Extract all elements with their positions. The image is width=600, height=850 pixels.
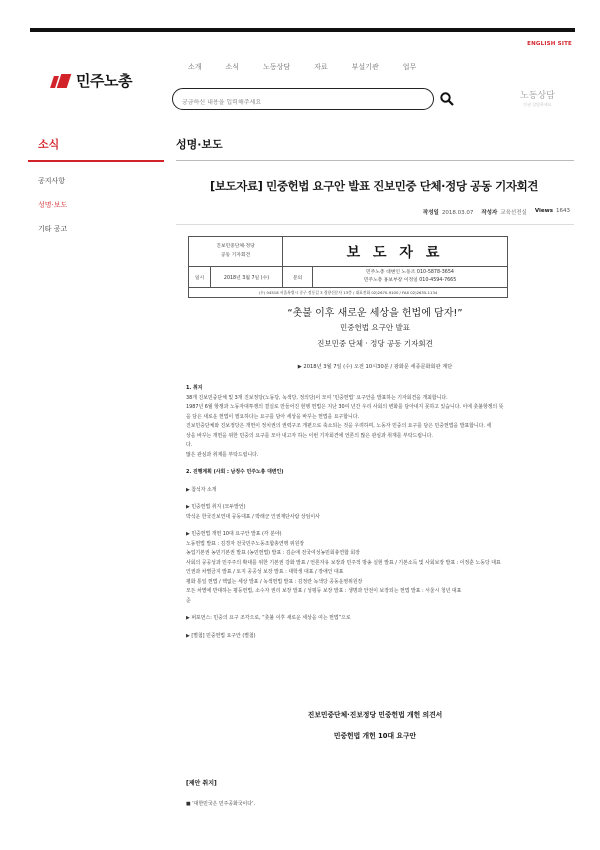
sidebar-title: 소식 <box>38 138 60 151</box>
nav-item-counsel[interactable]: 노동상담 <box>263 63 291 71</box>
section-heading: [제안 취지] <box>186 780 217 787</box>
body-line: 박석운 한국진보연대 공동대표 / 박래군 인권재단사람 상임이사 <box>186 513 320 520</box>
body-line: 인권과 차별금지 발표 / 토지 공공성 보장 발표 : 대학생 대표 / 장애인 대표 <box>186 569 344 575</box>
subtitle-2: 진보민중 단체 · 정당 공동 기자회견 <box>317 339 433 348</box>
logo[interactable] <box>52 70 132 91</box>
press-heading: 보 도 자 료 <box>346 244 444 261</box>
press-date-label: 일시 <box>189 267 211 287</box>
body-line: 평화 통일 헌법 / 핵없는 세상 발표 / 녹색헌법 발표 : 김정란 녹색당 공동운영위원장 <box>186 578 363 585</box>
counsel-title: 노동상담 <box>520 91 555 101</box>
sidebar-item-notices[interactable]: 공지사항 <box>38 177 66 185</box>
press-release-header-table <box>188 236 508 298</box>
search-box <box>172 88 434 110</box>
sidebar-item-statements[interactable]: 성명·보도 <box>38 201 68 209</box>
body-line: 농업기본권 농민기본권 발표 (농민헌법) 발표 : 김순애 전국여성농민회총연합 회장 <box>186 550 360 556</box>
logo-text: 민주노총 <box>76 72 132 90</box>
nav-item-work[interactable]: 업무 <box>402 63 417 71</box>
subtitle-1: 민중헌법 요구안 발표 <box>340 323 410 332</box>
meta-date: 작성일 2018.03.07 <box>422 210 474 216</box>
body-line: 노동헌법 발표 : 김경자 전국민주노동조합총연맹 위원장 <box>186 540 305 547</box>
body-line: ▶ 참석자 소개 <box>186 486 217 493</box>
body-line: 을 담은 새로운 헌법이 필요하다는 요구를 담아 세상을 바꾸는 헌법을 요구합니다. <box>186 413 360 420</box>
body-line: ▶ 퍼포먼스: 민중의 요구 조각으로, “촛불 이후 새로운 세상을 여는 헌법”으로 <box>186 615 351 621</box>
sidebar-divider <box>28 160 164 162</box>
press-contact-1: 민주노총 대변인 노동조 010-5878-3654 <box>366 269 454 275</box>
body-line: 다. <box>186 442 193 448</box>
document-heading-1: 진보민중단체·진보정당 민중헌법 개헌 의견서 <box>307 711 443 719</box>
body-line: 1987년 6월 항쟁과 노동자대투쟁의 결실로 만들어진 현행 헌법은 지난 30여 년간 우리 사회의 변화를 담아내지 못하고 있습니다. 이에 촛불항쟁의 뜻 <box>186 404 504 410</box>
body-line: 모든 차별에 반대하는 평등헌법, 소수자 권리 보장 발표 / 성평등 보장 발표 : 생명과 안전이 보장되는 헌법 발표 : 서울시 청년 대표 <box>186 588 462 594</box>
press-org-line1: 진보민중단체·정당 <box>216 244 255 250</box>
body-line: ▶ 민중헌법 개헌 10대 요구안 발표 (각 분야) <box>186 531 282 537</box>
nav-item-about[interactable]: 소개 <box>188 63 202 71</box>
english-site-link[interactable]: ENGLISH SITE <box>527 41 572 47</box>
body-line: 많은 관심과 취재를 부탁드립니다. <box>186 451 259 458</box>
counsel-subtitle: 인권 상담하세요 <box>523 102 552 107</box>
nav-item-archive[interactable]: 자료 <box>314 63 328 71</box>
post-body <box>186 384 566 641</box>
search-input[interactable] <box>182 99 422 106</box>
press-org-line2: 공동 기자회견 <box>220 252 251 258</box>
press-date-value: 2018년 3월 7일 (수) <box>211 267 283 287</box>
body-line: ▶ 민중헌법 취지 (모두발언) <box>186 504 246 510</box>
body-line: 2. 진행계획 (사회 : 남정수 민주노총 대변인) <box>186 469 284 475</box>
counsel-link[interactable] <box>520 88 555 108</box>
nav-item-affiliates[interactable]: 부설기관 <box>351 63 379 71</box>
press-address: (우) 04518 서울특별시 중구 정동길 3 경향신문사 13층 / 대표전화 02)2670-9100 / FAX 02)2635-1134 <box>258 289 438 295</box>
meta-divider <box>176 224 574 225</box>
meta-views: Views 1643 <box>534 208 570 214</box>
body-line: 상을 바꾸는 개헌을 위한 민중의 요구를 모아 내고자 하는 이번 기자회견에 언론의 많은 관심과 취재를 부탁드립니다. <box>186 432 433 439</box>
event-datetime: ▶ 2018년 3월 7일 (수) 오전 10시30분 / 광화문 세종문화회관 계단 <box>297 364 453 370</box>
body-line: 진보민중단체와 진보정당은 개헌이 정치권의 권력구조 개편으로 축소되는 것을 우려하며, 노동자 민중의 요구를 담은 민중헌법을 발표합니다. 세 <box>186 423 492 429</box>
body-line: 사회의 공공성과 민주주의 확대를 위한 기본권 강화 발표 / 언론자유 보장과 민주적 방송 실현 발표 / 기본소득 및 사회보장 발표 : 이정훈 노동당 대표 <box>186 559 501 566</box>
logo-mark-icon <box>52 74 72 88</box>
body-line: 준 <box>186 597 191 604</box>
body-line: ▶ [별첨] 민중헌법 요구안 (별첨) <box>186 632 256 639</box>
body-line: 38개 진보민중단체 및 3개 진보정당(노동당, 녹색당, 정의당)이 모여 ‘민중헌법’ 요구안을 발표하는 기자회견을 개최합니다. <box>186 394 448 401</box>
search-icon[interactable] <box>440 92 454 106</box>
body-line: 1. 취지 <box>186 385 203 391</box>
document-heading-2: 민중헌법 개헌 10대 요구안 <box>333 732 417 740</box>
press-contact-label: 문의 <box>283 267 313 287</box>
post-title: [보도자료] 민중헌법 요구안 발표 진보민중 단체·정당 공동 기자회견 <box>209 179 539 193</box>
page-title: 성명·보도 <box>176 138 223 151</box>
nav-item-news[interactable]: 소식 <box>225 63 240 71</box>
press-contact-2: 민주노총 홍보부장 이정일 010-4594-7665 <box>363 278 457 283</box>
post-meta <box>423 208 570 216</box>
meta-author: 작성자 교육선전실 <box>481 210 527 216</box>
title-divider <box>176 160 574 161</box>
slogan: “촛불 이후 새로운 세상을 헌법에 담자!” <box>287 308 463 319</box>
main-nav <box>188 62 416 72</box>
sidebar-item-other-notices[interactable]: 기타 공고 <box>38 225 68 233</box>
top-bar <box>30 28 575 32</box>
sidebar-menu <box>38 176 67 248</box>
section-text: ■ ‘대한민국은 민주공화국이다’. <box>186 801 256 807</box>
